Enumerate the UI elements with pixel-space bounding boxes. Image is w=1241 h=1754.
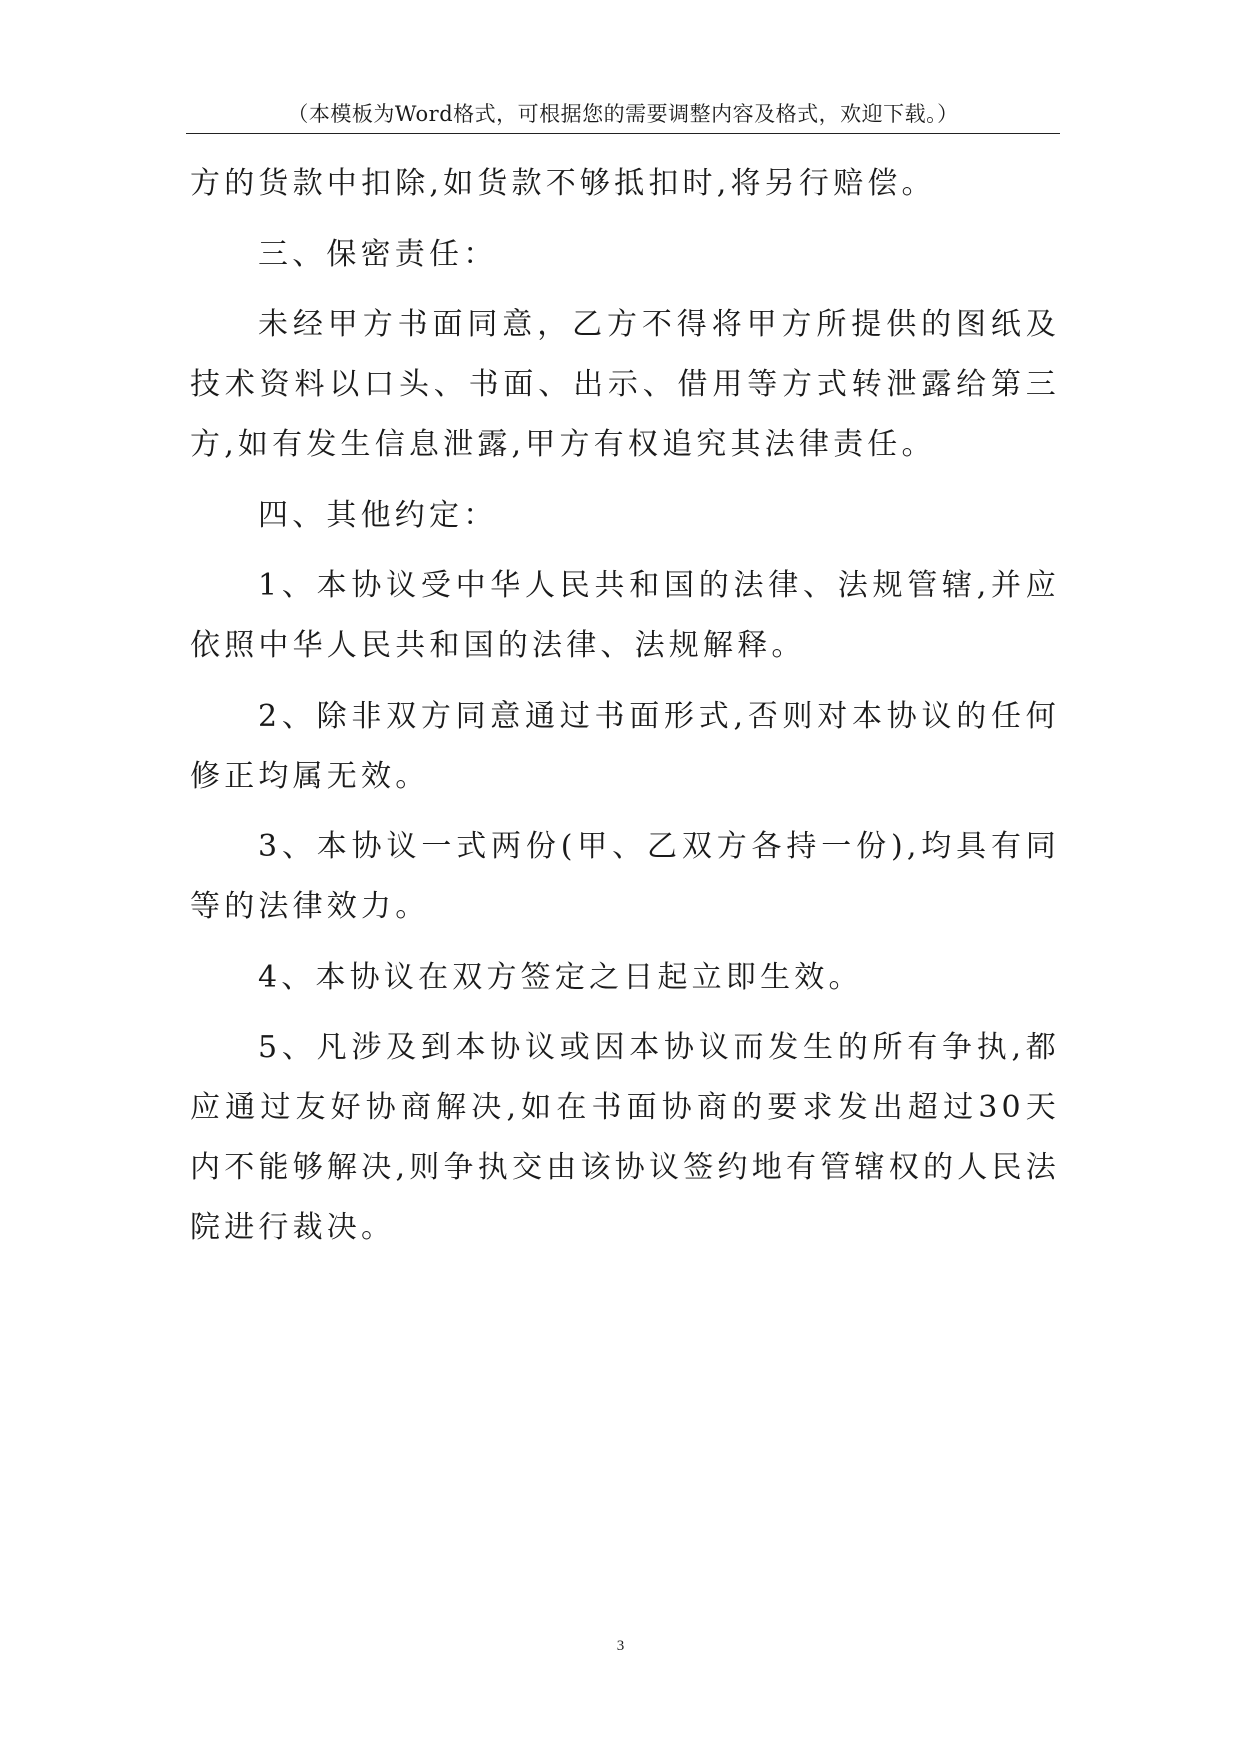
clause-5: 5、凡涉及到本协议或因本协议而发生的所有争执,都应通过友好协商解决,如在书面协商的要求发出超过30天内不能够解决,则争执交由该协议签约地有管辖权的人民法院进行裁决。 — [190, 1030, 1060, 1245]
page-number: 3 — [616, 1638, 625, 1654]
paragraph-confidentiality: 未经甲方书面同意，乙方不得将甲方所提供的图纸及技术资料以口头、书面、出示、借用等方式转泄露给第三方,如有发生信息泄露,甲方有权追究其法律责任。 — [190, 307, 1060, 462]
clause-3: 3、本协议一式两份(甲、乙双方各持一份),均具有同等的法律效力。 — [190, 829, 1060, 924]
document-body — [190, 154, 1060, 1269]
section-heading-confidentiality: 三、保密责任： — [258, 236, 498, 272]
clause-2: 2、除非双方同意通过书面形式,否则对本协议的任何修正均属无效。 — [190, 698, 1060, 794]
page-header-note: （本模板为Word格式，可根据您的需要调整内容及格式，欢迎下载。） — [287, 102, 959, 126]
clause-1: 1、本协议受中华人民共和国的法律、法规管辖,并应依照中华人民共和国的法律、法规解释。 — [190, 568, 1060, 663]
clause-4: 4、本协议在双方签定之日起立即生效。 — [258, 959, 863, 995]
paragraph-continuation: 方的货款中扣除,如货款不够抵扣时,将另行赔偿。 — [190, 166, 936, 201]
header-divider — [186, 133, 1060, 134]
section-heading-other-terms: 四、其他约定： — [258, 497, 498, 533]
